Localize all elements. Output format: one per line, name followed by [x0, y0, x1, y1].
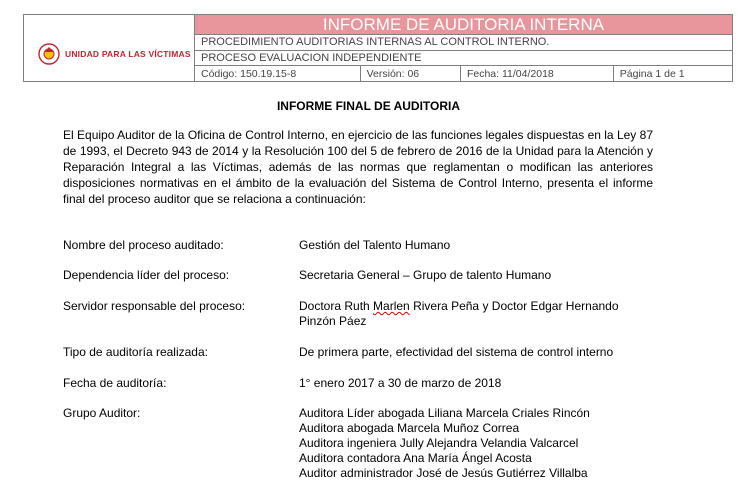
procedure-line: PROCEDIMIENTO AUDITORIAS INTERNAS AL CONTROL INTERNO.: [195, 35, 733, 51]
list-item: Auditora Líder abogada Liliana Marcela Criales Rincón: [299, 406, 590, 420]
document-header: [23, 14, 733, 82]
intro-paragraph: El Equipo Auditor de la Oficina de Control Interno, en ejercicio de las funciones legales dispuestas en la Ley 87 de 1993, el Decreto 943 de 2014 y la Resolución 100 del 5 de febrero de 2016 de la Unidad para la Atención y Reparación Integral a las Víctimas, además de las normas que reglamentan o modifican las anteriores disposiciones normativas en el ámbito de la evaluación del Sistema de Control Interno, presenta el informe final del proceso auditor que se relaciona a continuación:: [63, 128, 653, 206]
seal-icon: [38, 43, 60, 65]
field-value: [299, 299, 659, 329]
field-value: Secretaria General – Grupo de talento Humano: [299, 268, 552, 282]
list-item: Auditora contadora Ana María Ángel Acosta: [299, 451, 532, 465]
logo-cell: [24, 15, 195, 82]
code-cell: Código: 150.19.15-8: [195, 66, 361, 82]
field-value: Gestión del Talento Humano: [299, 238, 451, 252]
field-label: Tipo de auditoría realizada:: [63, 345, 208, 359]
servidor-part-a: Doctora Ruth: [299, 299, 374, 313]
spellcheck-word[interactable]: Marlen: [373, 299, 410, 313]
servidor-part-d: Pinzón Páez: [299, 314, 367, 328]
page-cell: Página 1 de 1: [613, 66, 732, 82]
auditor-list: [299, 406, 659, 481]
field-label: Servidor responsable del proceso:: [63, 299, 246, 313]
field-label: Dependencia líder del proceso:: [63, 268, 230, 282]
field-value: De primera parte, efectividad del sistema de control interno: [299, 345, 614, 359]
field-label: Nombre del proceso auditado:: [63, 238, 224, 252]
version-cell: Versión: 06: [360, 66, 460, 82]
process-line: PROCESO EVALUACION INDEPENDIENTE: [195, 50, 733, 66]
date-cell: Fecha: 11/04/2018: [460, 66, 613, 82]
logo: [38, 43, 191, 65]
list-item: Auditora ingeniera Jully Alejandra Velandia Valcarcel: [299, 436, 579, 450]
field-value: 1° enero 2017 a 30 de marzo de 2018: [299, 376, 502, 390]
report-header-title: INFORME DE AUDITORIA INTERNA: [195, 15, 733, 35]
list-item: Auditora abogada Marcela Muñoz Correa: [299, 421, 520, 435]
list-item: Auditor administrador José de Jesús Gutiérrez Villalba: [299, 466, 588, 480]
field-label: Fecha de auditoría:: [63, 376, 167, 390]
field-label: Grupo Auditor:: [63, 406, 141, 420]
servidor-part-c: Rivera Peña y Doctor Edgar Hernando: [409, 299, 619, 313]
page-title: INFORME FINAL DE AUDITORIA: [276, 99, 461, 113]
logo-text: UNIDAD PARA LAS VÍCTIMAS: [65, 49, 191, 59]
